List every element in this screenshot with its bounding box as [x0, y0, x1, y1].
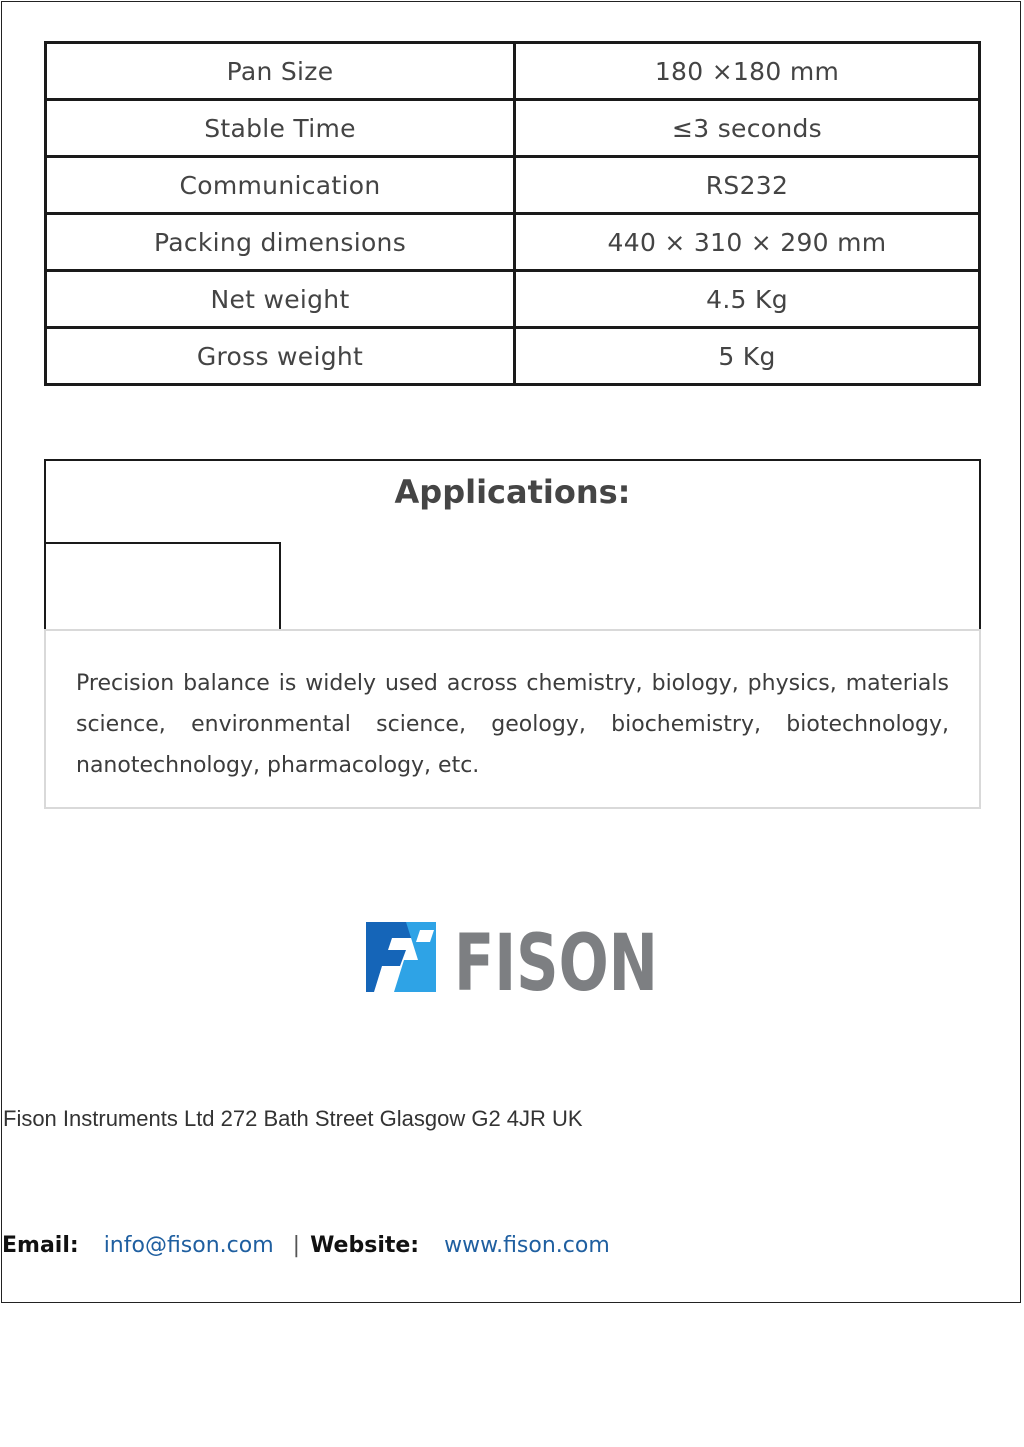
applications-description: Precision balance is widely used across chemistry, biology, physics, materials science, environmental science, geology, biochemistry, biotechnology, nanotechnology, pharmacology, etc.	[76, 671, 949, 778]
spec-value: 180 ×180 mm	[515, 43, 980, 100]
spec-label: Communication	[46, 157, 515, 214]
spec-table	[44, 41, 981, 386]
applications-section	[44, 459, 981, 629]
website-link[interactable]: www.fison.com	[444, 1233, 610, 1258]
logo-wordmark: FISON	[454, 919, 658, 1009]
table-row	[46, 157, 980, 214]
applications-description-box	[44, 629, 981, 809]
table-row	[46, 271, 980, 328]
spec-label: Packing dimensions	[46, 214, 515, 271]
spec-value: 440 × 310 × 290 mm	[515, 214, 980, 271]
spec-label: Pan Size	[46, 43, 515, 100]
spec-label: Gross weight	[46, 328, 515, 385]
email-label: Email:	[2, 1233, 79, 1258]
contact-separator: |	[292, 1233, 301, 1258]
email-link[interactable]: info@fison.com	[103, 1233, 274, 1258]
table-row	[46, 43, 980, 100]
contact-line	[2, 1233, 610, 1258]
fison-logo-mark	[360, 916, 660, 1009]
company-address: Fison Instruments Ltd 272 Bath Street Glasgow G2 4JR UK	[3, 1106, 583, 1131]
website-label: Website:	[310, 1233, 420, 1258]
spec-value: 5 Kg	[515, 328, 980, 385]
spec-value: ≤3 seconds	[515, 100, 980, 157]
applications-empty-cell	[44, 542, 281, 631]
table-row	[46, 214, 980, 271]
spec-value: 4.5 Kg	[515, 271, 980, 328]
table-row	[46, 100, 980, 157]
applications-title: Applications:	[394, 473, 631, 511]
fison-logo	[360, 916, 660, 1009]
spec-label: Stable Time	[46, 100, 515, 157]
spec-value: RS232	[515, 157, 980, 214]
table-row	[46, 328, 980, 385]
spec-label: Net weight	[46, 271, 515, 328]
